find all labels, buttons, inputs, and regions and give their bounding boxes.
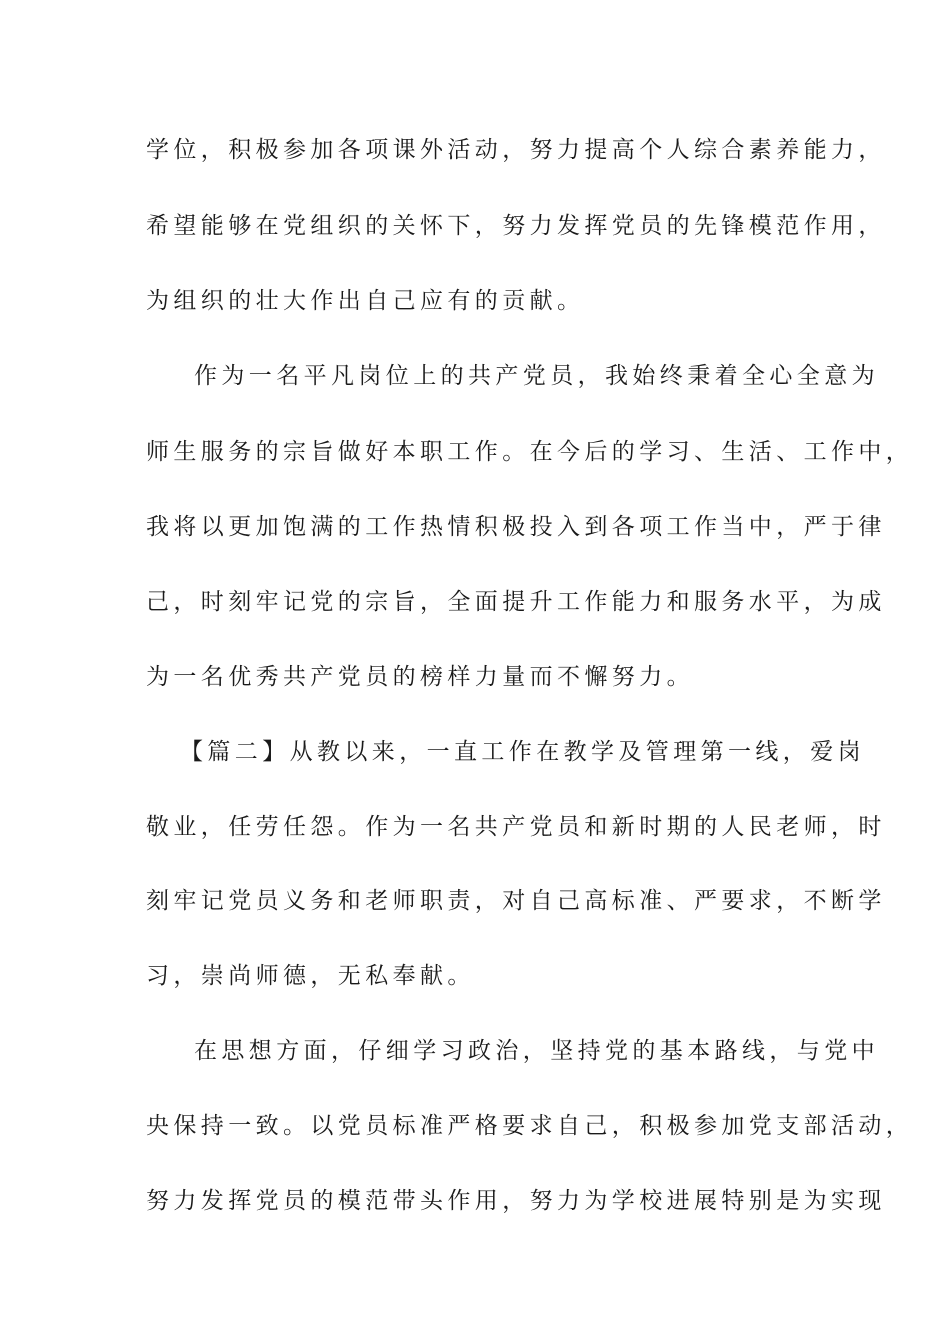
text-line: 为组织的壮大作出自己应有的贡献。 <box>146 288 585 314</box>
text-line: 努力发挥党员的模范带头作用，努力为学校进展特别是为实现 <box>146 1188 886 1214</box>
paragraph-first-line: 在思想方面，仔细学习政治，坚持党的基本路线，与党中 <box>194 1038 879 1064</box>
text-line: 己，时刻牢记党的宗旨，全面提升工作能力和服务水平，为成 <box>146 589 886 615</box>
text-line: 我将以更加饱满的工作热情积极投入到各项工作当中，严于律 <box>146 514 886 540</box>
text-line: 学位，积极参加各项课外活动，努力提高个人综合素养能力， <box>146 137 886 163</box>
text-line: 敬业，任劳任怨。作为一名共产党员和新时期的人民老师，时 <box>146 814 886 840</box>
text-line: 师生服务的宗旨做好本职工作。在今后的学习、生活、工作中， <box>146 439 914 465</box>
section-heading-line: 【篇二】从教以来，一直工作在教学及管理第一线，爱岗 <box>180 739 865 765</box>
text-line: 央保持一致。以党员标准严格要求自己，积极参加党支部活动， <box>146 1113 914 1139</box>
paragraph-first-line: 作为一名平凡岗位上的共产党员，我始终秉着全心全意为 <box>194 363 879 389</box>
text-line: 希望能够在党组织的关怀下，努力发挥党员的先锋模范作用， <box>146 213 886 239</box>
text-line: 习，崇尚师德，无私奉献。 <box>146 963 475 989</box>
text-line: 刻牢记党员义务和老师职责，对自己高标准、严要求，不断学 <box>146 888 886 914</box>
text-line: 为一名优秀共产党员的榜样力量而不懈努力。 <box>146 664 694 690</box>
